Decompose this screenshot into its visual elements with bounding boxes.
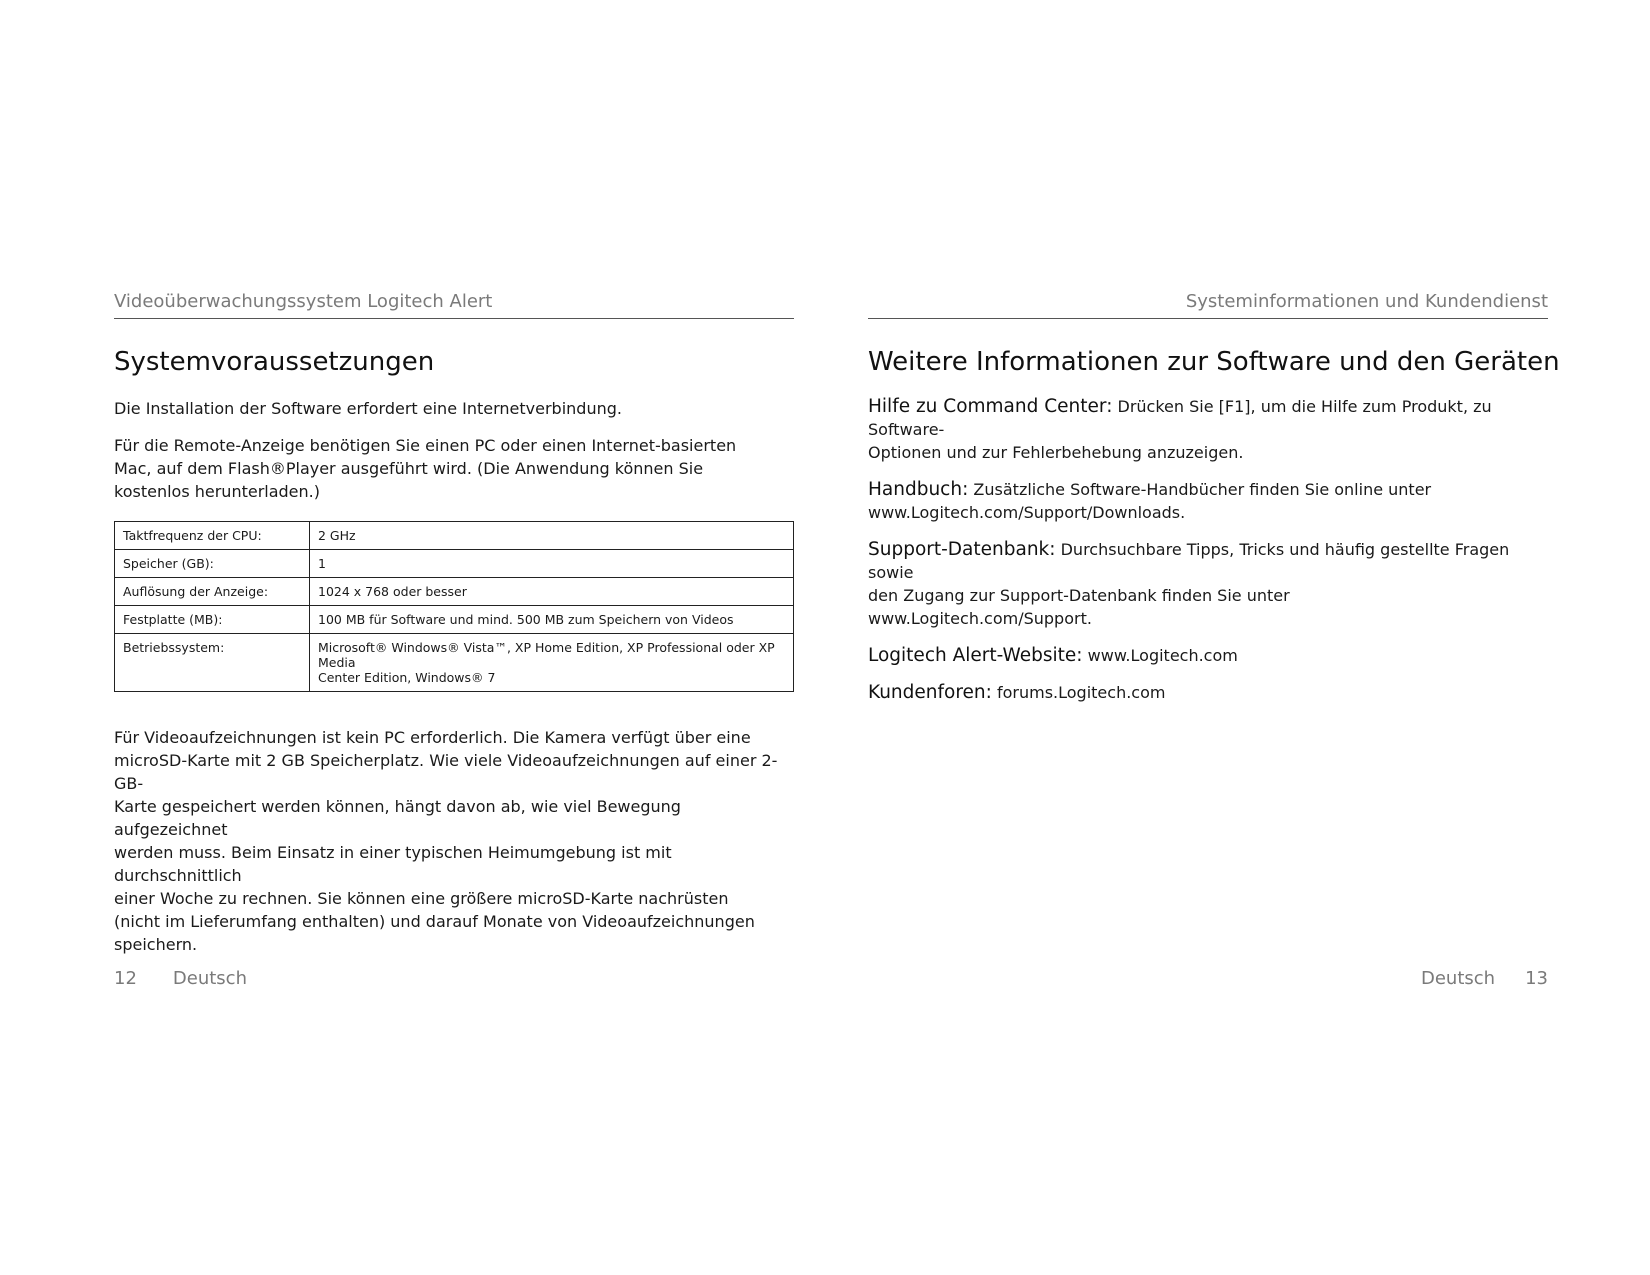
info-text: Zusätzliche Software-Handbücher finden Sie online unter — [973, 480, 1432, 499]
footer-language: Deutsch — [1421, 968, 1496, 989]
recording-paragraph — [114, 726, 794, 956]
spec-label: Taktfrequenz der CPU: — [115, 522, 310, 550]
spec-value-line: Microsoft® Windows® Vista™, XP Home Edition, XP Professional oder XP Media — [318, 640, 775, 670]
table-row — [115, 634, 794, 692]
right-section-title: Weitere Informationen zur Software und den Geräten — [868, 347, 1560, 377]
system-requirements-table — [114, 521, 794, 692]
page-number: 13 — [1525, 968, 1548, 989]
info-term: Support-Datenbank: — [868, 539, 1056, 560]
left-section-title: Systemvoraussetzungen — [114, 347, 435, 377]
footer-language: Deutsch — [172, 968, 247, 989]
recording-line: werden muss. Beim Einsatz in einer typischen Heimumgebung ist mit durchschnittlich — [114, 843, 672, 885]
spec-label: Festplatte (MB): — [115, 606, 310, 634]
left-page — [114, 290, 794, 956]
table-row — [115, 550, 794, 578]
info-item-website — [868, 644, 1548, 667]
page-number: 12 — [114, 968, 137, 989]
intro-paragraph: Die Installation der Software erfordert eine Internetverbindung. — [114, 399, 622, 418]
table-row — [115, 578, 794, 606]
spec-value: 1024 x 768 oder besser — [310, 578, 794, 606]
info-link: www.Logitech.com — [1087, 646, 1238, 665]
remote-line: Für die Remote-Anzeige benötigen Sie einen PC oder einen Internet-basierten — [114, 436, 737, 455]
recording-line: microSD-Karte mit 2 GB Speicherplatz. Wie viele Videoaufzeichnungen auf einer 2-GB- — [114, 751, 778, 793]
info-term: Handbuch: — [868, 479, 969, 500]
recording-line: speichern. — [114, 935, 198, 954]
spec-label: Speicher (GB): — [115, 550, 310, 578]
spec-label: Auflösung der Anzeige: — [115, 578, 310, 606]
info-text: Drücken Sie [F1], um die Hilfe zum Produkt, zu Software- — [868, 397, 1492, 439]
spec-value: 1 — [310, 550, 794, 578]
table-row — [115, 606, 794, 634]
info-text: Optionen und zur Fehlerbehebung anzuzeigen. — [868, 443, 1244, 462]
right-running-header: Systeminformationen und Kundendienst — [868, 290, 1548, 319]
info-term: Hilfe zu Command Center: — [868, 396, 1113, 417]
remote-line: Mac, auf dem Flash®Player ausgeführt wird. (Die Anwendung können Sie — [114, 459, 704, 478]
left-page-footer — [114, 968, 247, 989]
info-term: Logitech Alert-Website: — [868, 645, 1083, 666]
spec-value — [310, 634, 794, 692]
info-link: www.Logitech.com/Support. — [868, 609, 1092, 628]
table-row — [115, 522, 794, 550]
info-link: www.Logitech.com/Support/Downloads. — [868, 503, 1186, 522]
spec-value: 2 GHz — [310, 522, 794, 550]
recording-line: Karte gespeichert werden können, hängt davon ab, wie viel Bewegung aufgezeichnet — [114, 797, 681, 839]
info-item-manual — [868, 478, 1548, 524]
recording-line: Für Videoaufzeichnungen ist kein PC erforderlich. Die Kamera verfügt über eine — [114, 728, 751, 747]
remote-paragraph — [114, 434, 794, 503]
info-term: Kundenforen: — [868, 682, 992, 703]
info-link: forums.Logitech.com — [996, 683, 1166, 702]
recording-line: (nicht im Lieferumfang enthalten) und darauf Monate von Videoaufzeichnungen — [114, 912, 755, 931]
info-item-support-database — [868, 538, 1548, 630]
recording-line: einer Woche zu rechnen. Sie können eine größere microSD-Karte nachrüsten — [114, 889, 729, 908]
spec-value: 100 MB für Software und mind. 500 MB zum Speichern von Videos — [310, 606, 794, 634]
info-item-help — [868, 395, 1548, 464]
right-page — [868, 290, 1560, 704]
info-text: den Zugang zur Support-Datenbank finden Sie unter — [868, 586, 1290, 605]
remote-line: kostenlos herunterladen.) — [114, 482, 320, 501]
left-running-header: Videoüberwachungssystem Logitech Alert — [114, 290, 794, 319]
right-page-footer — [1421, 968, 1548, 989]
info-item-forums — [868, 681, 1548, 704]
info-text: Durchsuchbare Tipps, Tricks und häufig gestellte Fragen sowie — [868, 540, 1510, 582]
spec-label: Betriebssystem: — [115, 634, 310, 692]
spec-value-line: Center Edition, Windows® 7 — [318, 670, 496, 685]
